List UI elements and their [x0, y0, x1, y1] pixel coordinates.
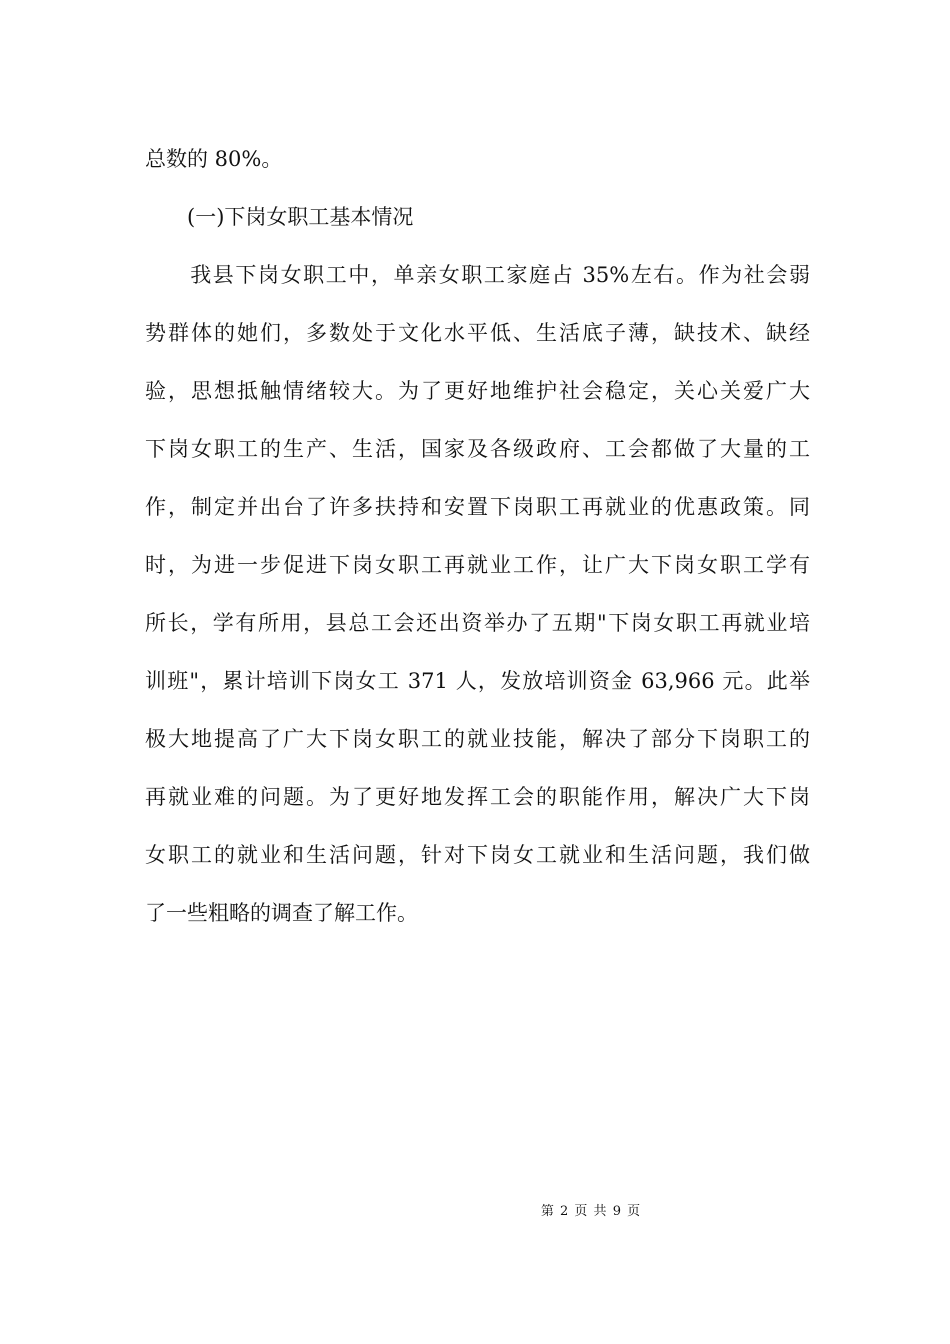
text-line: 所长，学有所用，县总工会还出资举办了五期"下岗女职工再就业培: [145, 611, 810, 635]
text-line: 验，思想抵触情绪较大。为了更好地维护社会稳定，关心关爱广大: [145, 379, 810, 403]
text-line: 作，制定并出台了许多扶持和安置下岗职工再就业的优惠政策。同: [145, 495, 810, 519]
text-line: 再就业难的问题。为了更好地发挥工会的职能作用，解决广大下岗: [145, 785, 810, 809]
text-line: 时，为进一步促进下岗女职工再就业工作，让广大下岗女职工学有: [145, 553, 810, 577]
text-line: 训班"，累计培训下岗女工 371 人，发放培训资金 63,966 元。此举: [145, 669, 810, 693]
text-line: 下岗女职工的生产、生活，国家及各级政府、工会都做了大量的工: [145, 437, 810, 461]
section-heading: (一)下岗女职工基本情况: [145, 205, 414, 229]
page-footer: [0, 1204, 950, 1220]
text-line: 了一些粗略的调查了解工作。: [145, 901, 418, 925]
text-line: 势群体的她们，多数处于文化水平低、生活底子薄，缺技术、缺经: [145, 321, 810, 345]
text-line: 极大地提高了广大下岗女职工的就业技能，解决了部分下岗职工的: [145, 727, 810, 751]
text-line: 总数的 80%。: [145, 147, 283, 171]
text-line: 女职工的就业和生活问题，针对下岗女工就业和生活问题，我们做: [145, 843, 810, 867]
page-number: 第 2 页 共 9 页: [540, 1204, 642, 1219]
text-line: 我县下岗女职工中，单亲女职工家庭占 35%左右。作为社会弱: [145, 263, 810, 287]
body-text: [145, 130, 810, 942]
